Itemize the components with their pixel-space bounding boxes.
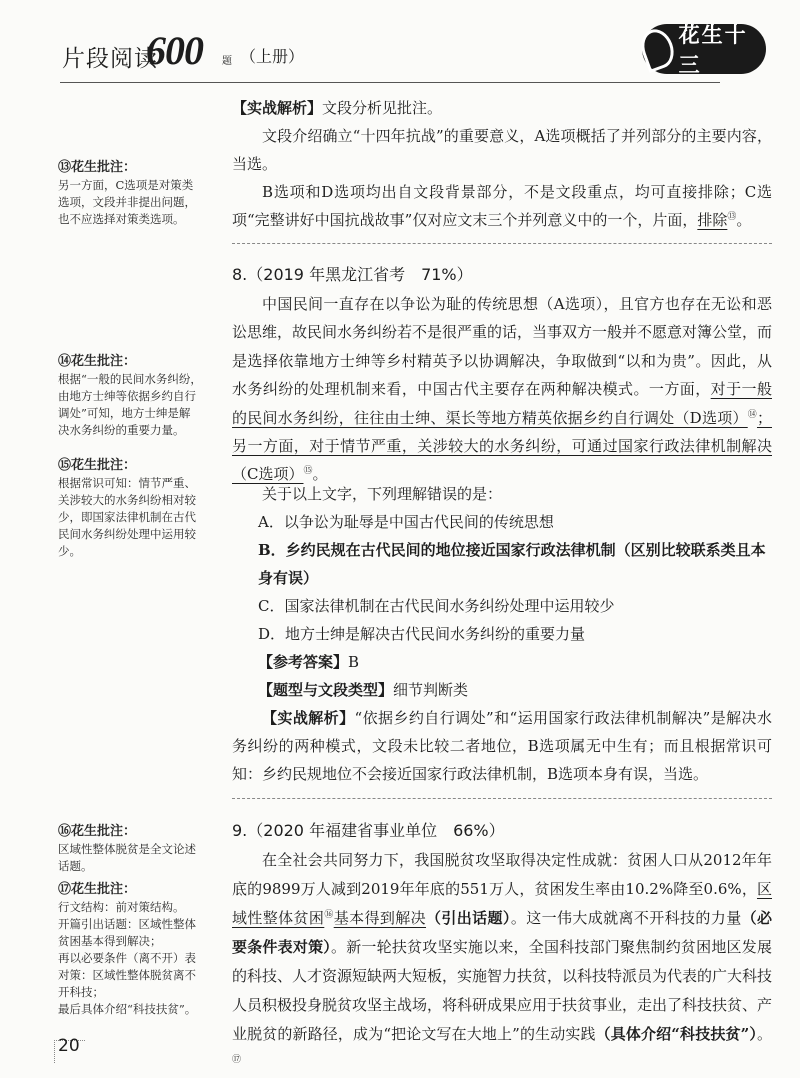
note-line: 区域性整体脱贫是全文论述 (58, 842, 196, 856)
type-value: 细节判断类 (393, 681, 469, 699)
analysis-label: 【实战解析】 (232, 99, 323, 117)
q9-tag-topic: （引出话题） (426, 909, 511, 927)
q8-sentence-2: 对于一般的民间水务纠纷，往往由士绅、渠长等地方精英依据乡约自行调处（D选项） (232, 380, 772, 427)
analysis-label: 【实战解析】 (262, 709, 355, 727)
header-rule (60, 82, 720, 83)
note-line: 另一方面，C选项是对策类 (58, 178, 194, 192)
analysis-text: “依据乡约自行调处”和“运用国家行政法律机制解决”是解决水务纠纷的两种模式，文段未比较二者地位，B选项属无中生有；而且根据常识可知：乡约民规地位不会接近国家行政法律机制，B选项本身有误，当选。 (232, 709, 772, 783)
brand-logo (642, 23, 766, 77)
note-line: 再以必要条件（离不开）表 (58, 951, 196, 965)
note-line: 开篇引出话题：区域性整体 (58, 917, 196, 931)
note-mark-15: ⑮ (303, 466, 313, 477)
answer-label: 【参考答案】 (258, 653, 349, 671)
option-a: A．以争讼为耻辱是中国古代民间的传统思想 (258, 513, 554, 531)
q8-sentence-end: 。 (312, 465, 328, 484)
page-number: 20 (58, 1036, 80, 1056)
answer-value: B (348, 653, 360, 671)
book-volume: （上册） (240, 47, 305, 66)
q8-analysis (232, 704, 772, 788)
note-heading: ⑭花生批注： (58, 354, 137, 369)
analysis-text: 文段分析见批注。 (322, 99, 443, 117)
q9-sentence-1: 在全社会共同努力下，我国脱贫攻坚取得决定性成就：贫困人口从2012年年底的9899万人减到2019年年底的551万人，贫困发生率由10.2%降至0.6%， (232, 851, 772, 898)
q8-type (258, 676, 772, 704)
q7-p2-text: B选项和D选项均出自文段背景部分，不是文段重点，均可直接排除；C选项“完整讲好中国抗战故事”仅对应文末三个并列意义中的一个，片面， (232, 183, 772, 229)
note-line: 关涉较大的水务纠纷相对较 (58, 493, 196, 507)
note-heading: ⑬花生批注： (58, 160, 137, 175)
q8-stem: 关于以上文字，下列理解错误的是： (262, 485, 503, 503)
q9-sentence-7: 。新一轮扶贫攻坚实施以来，全国科技部门聚焦制约贫困地区发展的科技、人才资源短缺两大短板，实施智力扶贫，以科技特派员为代表的广大科技人员积极投身脱贫攻坚主战场，将科研成果应用于扶贫事业，走出了科技扶贫、产业脱贫的新路径，成为“把论文写在大地上”的生动实践 (232, 938, 773, 1043)
margin-note-13 (58, 158, 218, 228)
q9-passage (232, 846, 772, 1078)
q9-sentence-5: 。这一伟大成就离不开科技的力量 (510, 909, 742, 927)
q7-p2-end: 。 (736, 211, 752, 229)
note-heading: ⑮花生批注： (58, 458, 137, 473)
q8-heading: 8.（2019 年黑龙江省考 71%） (232, 265, 473, 284)
q8-sentence-3: ；另一方面，对于情节严重，关涉较大的水务纠纷，可通过国家行政法律机制解决（C选项） (232, 408, 772, 484)
q9-heading: 9.（2020 年福建省事业单位 66%） (232, 821, 505, 840)
note-line: 调处”可知，地方士绅是解 (58, 406, 191, 420)
option-d: D．地方士绅是解决古代民间水务纠纷的重要力量 (258, 625, 586, 643)
note-line: 少。 (58, 544, 81, 558)
q9-sentence-end: 。 (756, 1025, 772, 1043)
q8-answer (258, 648, 772, 676)
q7-analysis (232, 94, 772, 122)
q9-tag-condition: （必要条件表对策） (232, 909, 772, 956)
logo-text: 花生十三 (678, 23, 748, 77)
question-divider (232, 798, 772, 799)
option-c: C．国家法律机制在古代民间水务纠纷处理中运用较少 (258, 597, 615, 615)
note-heading: ⑯花生批注： (58, 824, 137, 839)
margin-note-17 (58, 880, 218, 1018)
note-line: 根据常识可知：情节严重、 (58, 476, 196, 490)
q8-sentence-1: 中国民间一直存在以争讼为耻的传统思想（A选项），且官方也存在无讼和恶讼思维，故民间水务纠纷若不是很严重的话，当事双方一般并不愿意对簿公堂，而是选择依靠地方士绅等乡村精英予以协调解决，争取做到“以和为贵”。因此，从水务纠纷的处理机制来看，中国古代主要存在两种解决模式。一方面， (232, 295, 773, 399)
note-line: 贫困基本得到解决； (58, 934, 162, 948)
type-label: 【题型与文段类型】 (258, 681, 394, 699)
note-mark-16: ⑯ (324, 910, 334, 920)
note-line: 少，即国家法律机制在古代 (58, 510, 196, 524)
note-line: 最后具体介绍“科技扶贫”。 (58, 1002, 197, 1016)
note-line: 决水务纠纷的重要力量。 (58, 423, 185, 437)
margin-note-15 (58, 456, 218, 560)
book-title: 片段阅读 (62, 46, 158, 72)
q9-tag-detail: （具体介绍“科技扶贫”） (595, 1025, 757, 1043)
note-line: 行文结构：前对策结构。 (58, 900, 185, 914)
q8-passage (232, 290, 772, 489)
book-number-mark: 题 (222, 56, 232, 67)
question-divider (232, 243, 772, 244)
note-line: 民间水务纠纷处理中运用较 (58, 527, 196, 541)
book-number: 600 (146, 28, 203, 73)
note-line: 也不应选择对策类选项。 (58, 212, 185, 226)
q9-sentence-3: 基本得到解决 (333, 909, 427, 927)
note-mark-13: ⑬ (727, 212, 737, 222)
note-line: 由地方士绅等依据乡约自行 (58, 389, 196, 403)
peanut-leaf-icon (636, 25, 679, 73)
note-line: 选项，文段并非提出问题， (58, 195, 196, 209)
note-mark-17: ⑰ (232, 1055, 242, 1065)
note-line: 根据“一般的民间水务纠纷， (58, 372, 202, 386)
option-b: B．乡约民规在古代民间的地位接近国家行政法律机制（区别比较联系类且本身有误） (258, 541, 766, 587)
margin-note-16 (58, 822, 218, 875)
note-line: 对策：区域性整体脱贫离不 (58, 968, 196, 982)
note-mark-14: ⑭ (747, 409, 757, 420)
margin-note-14 (58, 352, 218, 439)
note-line: 话题。 (58, 859, 93, 873)
note-line: 开科技； (58, 985, 104, 999)
note-heading: ⑰花生批注： (58, 882, 137, 897)
q9-topic: 区域性整体贫困 (232, 880, 772, 927)
q7-p2-underlined: 排除 (697, 211, 728, 229)
q7-paragraph-2 (232, 178, 772, 234)
q7-paragraph-1: 文段介绍确立“十四年抗战”的重要意义，A选项概括了并列部分的主要内容，当选。 (232, 127, 772, 173)
